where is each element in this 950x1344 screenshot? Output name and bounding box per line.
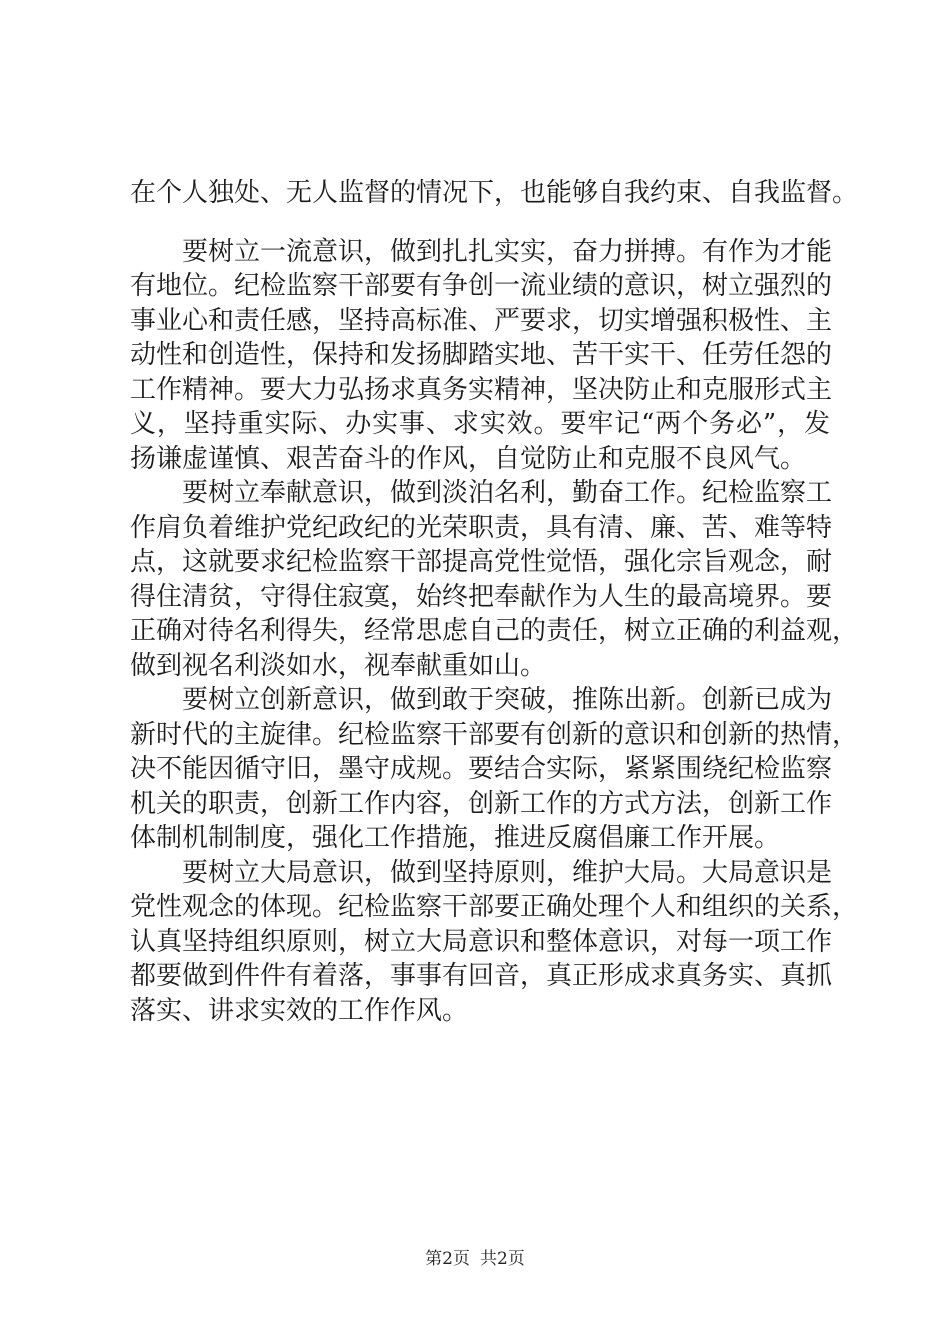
text-line: 党性观念的体现。纪检监察干部要正确处理个人和组织的关系， (130, 892, 859, 922)
text-line: 体制机制制度，强化工作措施，推进反腐倡廉工作开展。 (130, 823, 781, 853)
text-line: 都要做到件件有着落，事事有回音，真正形成求真务实、真抓 (130, 961, 833, 991)
text-line: 认真坚持组织原则，树立大局意识和整体意识，对每一项工作 (130, 926, 833, 957)
text-line: 在个人独处、无人监督的情况下，也能够自我约束、自我监督。 (130, 178, 859, 208)
text-line: 要树立创新意识，做到敢于突破，推陈出新。创新已成为 (182, 685, 833, 715)
paragraph-dedication-awareness (130, 476, 859, 683)
text-line: 得住清贫，守得住寂寞，始终把奉献作为人生的最高境界。要 (130, 581, 833, 612)
text-line: 正确对待名利得失，经常思虑自己的责任，树立正确的利益观， (130, 616, 859, 646)
text-line: 工作精神。要大力弘扬求真务实精神，坚决防止和克服形式主 (130, 374, 833, 405)
text-line: 新时代的主旋律。纪检监察干部要有创新的意识和创新的热情， (130, 719, 859, 750)
text-line: 落实、讲求实效的工作作风。 (130, 995, 469, 1026)
text-line: 要树立奉献意识，做到淡泊名利，勤奋工作。纪检监察工 (182, 478, 833, 508)
text-line: 决不能因循守旧，墨守成规。要结合实际，紧紧围绕纪检监察 (130, 754, 833, 784)
text-line: 义，坚持重实际、办实事、求实效。要牢记“两个务必”，发 (130, 409, 830, 439)
page-number: 第2页 (425, 1249, 470, 1269)
text-line: 做到视名利淡如水，视奉献重如山。 (130, 650, 547, 681)
paragraph-overall-awareness (130, 856, 859, 1029)
text-line: 要树立一流意识，做到扎扎实实，奋力拼搏。有作为才能 (182, 236, 833, 267)
text-line: 扬谦虚谨慎、艰苦奋斗的作风，自觉防止和克服不良风气。 (130, 443, 807, 474)
paragraph-gap (130, 211, 830, 235)
text-line: 作肩负着维护党纪政纪的光荣职责，具有清、廉、苦、难等特 (130, 512, 833, 543)
paragraph-innovation-awareness (130, 683, 859, 856)
paragraph-first-class-awareness (130, 235, 833, 477)
paragraph-continuation (130, 176, 859, 211)
text-line: 要树立大局意识，做到坚持原则，维护大局。大局意识是 (182, 857, 833, 888)
document-body (130, 176, 859, 1028)
page-total: 共2页 (480, 1249, 525, 1269)
text-line: 事业心和责任感，坚持高标准、严要求，切实增强积极性、主 (130, 305, 833, 336)
page-footer (0, 1244, 950, 1269)
text-line: 有地位。纪检监察干部要有争创一流业绩的意识，树立强烈的 (130, 271, 833, 301)
text-line: 机关的职责，创新工作内容，创新工作的方式方法，创新工作 (130, 788, 833, 819)
text-line: 点，这就要求纪检监察干部提高党性觉悟，强化宗旨观念，耐 (130, 547, 833, 577)
text-line: 动性和创造性，保持和发扬脚踏实地、苦干实干、任劳任怨的 (130, 340, 833, 370)
